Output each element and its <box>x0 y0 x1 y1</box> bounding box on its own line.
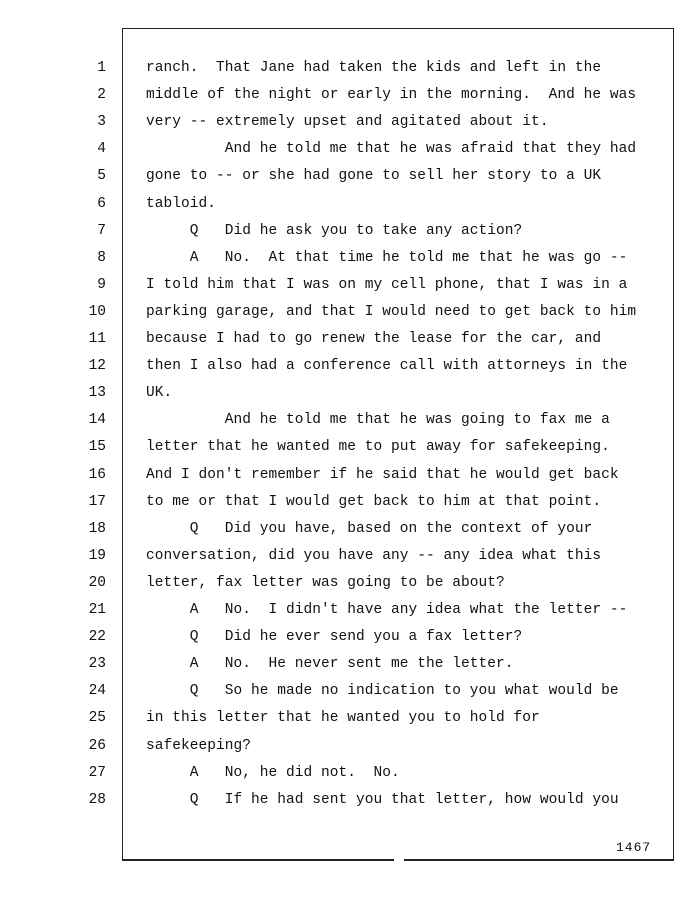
line-number: 5 <box>97 168 106 185</box>
line-number: 28 <box>88 791 106 808</box>
line-text: letter that he wanted me to put away for safekeeping. <box>146 439 610 456</box>
line-number: 12 <box>88 358 106 375</box>
line-text: A No. At that time he told me that he was go -- <box>146 249 628 266</box>
line-number: 15 <box>88 439 106 456</box>
line-text: because I had to go renew the lease for the car, and <box>146 331 602 347</box>
line-text: safekeeping? <box>146 737 252 754</box>
line-text: I told him that I was on my cell phone, that I was in a <box>146 276 628 293</box>
line-text: to me or that I would get back to him at that point. <box>146 493 602 510</box>
bottom-rule-left <box>122 859 394 861</box>
line-text: Q Did you have, based on the context of your <box>146 520 593 537</box>
line-text: And he told me that he was going to fax me a <box>146 412 610 429</box>
line-text: tabloid. <box>146 195 217 212</box>
line-text: A No, he did not. No. <box>146 764 400 781</box>
bottom-rule-right <box>404 859 674 861</box>
line-number: 22 <box>88 629 106 646</box>
line-number: 20 <box>88 574 106 591</box>
line-number: 21 <box>88 602 106 618</box>
line-number: 26 <box>88 737 106 754</box>
line-text: conversation, did you have any -- any idea what this <box>146 547 602 564</box>
line-text: in this letter that he wanted you to hold for <box>146 710 540 727</box>
line-number: 14 <box>88 412 106 429</box>
line-number: 24 <box>88 683 106 700</box>
line-text: gone to -- or she had gone to sell her story to a UK <box>146 168 602 185</box>
line-text: then I also had a conference call with attorneys in the <box>146 358 628 375</box>
line-text: Q Did he ever send you a fax letter? <box>146 629 523 646</box>
line-text: A No. I didn't have any idea what the letter -- <box>146 602 628 618</box>
line-number: 8 <box>97 249 106 266</box>
line-number: 4 <box>97 141 106 158</box>
line-number: 6 <box>97 195 106 212</box>
line-number: 10 <box>88 303 106 320</box>
line-text: A No. He never sent me the letter. <box>146 656 514 673</box>
line-text: parking garage, and that I would need to get back to him <box>146 303 637 320</box>
line-number: 17 <box>88 493 106 510</box>
line-number: 9 <box>97 276 106 293</box>
line-text: Q Did he ask you to take any action? <box>146 222 523 239</box>
line-number: 3 <box>97 114 106 131</box>
line-number: 25 <box>88 710 106 727</box>
line-text: Q So he made no indication to you what would be <box>146 683 619 700</box>
page-number: 1467 <box>616 840 652 855</box>
line-number: 18 <box>88 520 106 537</box>
line-text: And I don't remember if he said that he would get back <box>146 466 619 483</box>
line-number: 19 <box>88 547 106 564</box>
line-number: 1 <box>97 60 106 76</box>
line-number: 23 <box>88 656 106 673</box>
line-text: UK. <box>146 385 173 402</box>
line-text: very -- extremely upset and agitated about it. <box>146 114 549 131</box>
line-text: letter, fax letter was going to be about? <box>146 574 505 591</box>
line-text: ranch. That Jane had taken the kids and left in the <box>146 60 602 76</box>
line-text: And he told me that he was afraid that they had <box>146 141 637 158</box>
line-number: 13 <box>88 385 106 402</box>
line-number: 11 <box>88 331 106 347</box>
line-number: 16 <box>88 466 106 483</box>
line-number: 7 <box>97 222 106 239</box>
line-number: 2 <box>97 87 106 104</box>
line-text: Q If he had sent you that letter, how would you <box>146 791 619 808</box>
line-number: 27 <box>88 764 106 781</box>
line-text: middle of the night or early in the morning. And he was <box>146 87 637 104</box>
